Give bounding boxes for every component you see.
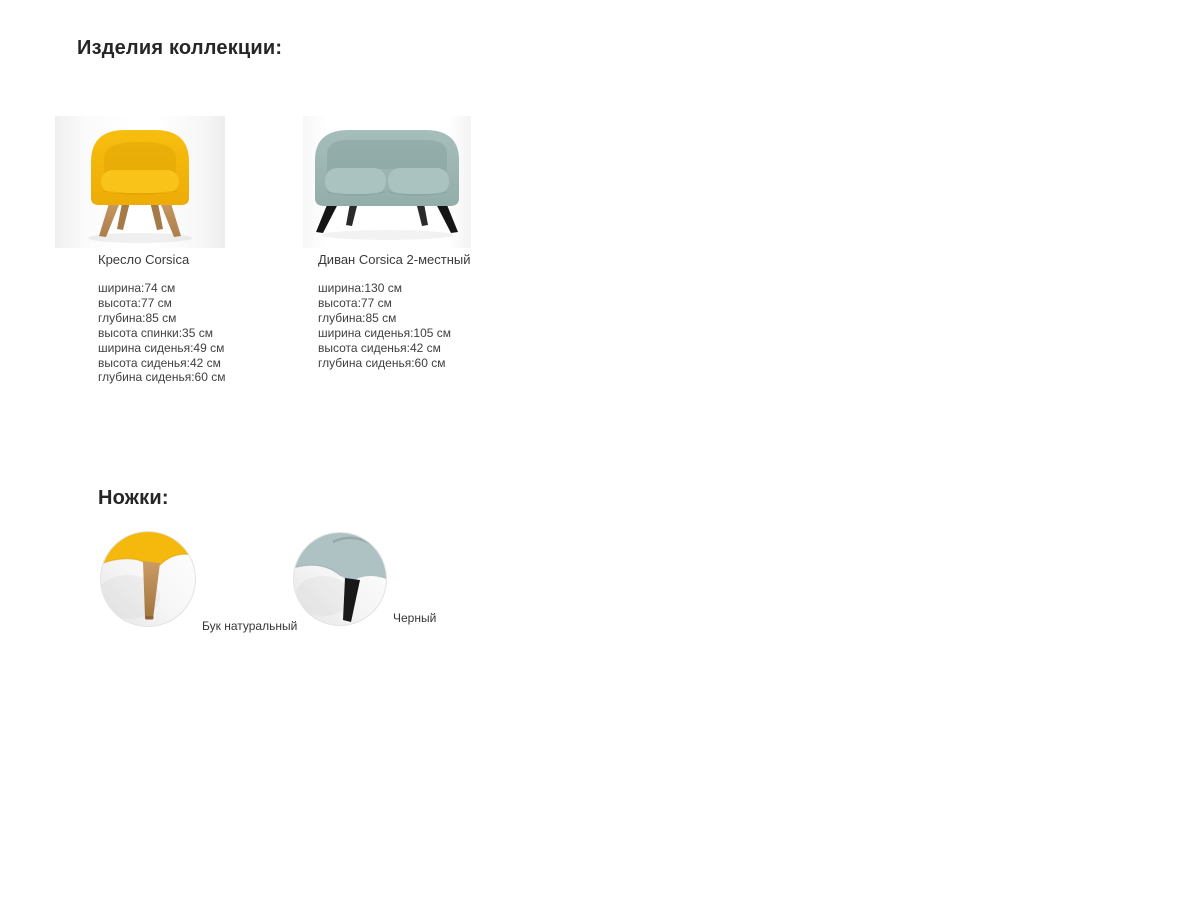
spec-line: высота:77 см bbox=[98, 295, 172, 310]
spec-line: ширина сиденья:49 см bbox=[98, 340, 225, 355]
products-heading: Изделия коллекции: bbox=[77, 37, 283, 59]
product-specs-armchair bbox=[98, 281, 290, 385]
product-name-sofa[interactable]: Диван Corsica 2-местный bbox=[318, 252, 471, 267]
spec-line: глубина сиденья:60 см bbox=[318, 355, 446, 370]
leg-black-illustration bbox=[293, 532, 387, 626]
spec-line: высота сиденья:42 см bbox=[98, 355, 221, 370]
armchair-illustration bbox=[55, 116, 225, 248]
product-specs-sofa bbox=[318, 281, 538, 370]
spec-line: высота спинки:35 см bbox=[98, 325, 213, 340]
product-card-armchair bbox=[55, 116, 290, 385]
spec-line: ширина:130 см bbox=[318, 281, 402, 295]
product-card-sofa bbox=[303, 116, 538, 370]
spec-line: ширина сиденья:105 см bbox=[318, 325, 452, 340]
leg-swatch-black[interactable] bbox=[293, 532, 387, 626]
spec-line: глубина сиденья:60 см bbox=[98, 370, 226, 385]
spec-line: ширина:74 см bbox=[98, 281, 176, 295]
armchair-photo[interactable] bbox=[55, 116, 225, 248]
leg-beech-illustration bbox=[100, 531, 196, 627]
spec-line: высота сиденья:42 см bbox=[318, 340, 441, 355]
spec-line: глубина:85 см bbox=[98, 310, 177, 325]
spec-line: высота:77 см bbox=[318, 295, 392, 310]
sofa-illustration bbox=[303, 116, 471, 248]
sofa-photo[interactable] bbox=[303, 116, 471, 248]
leg-label-black: Черный bbox=[393, 611, 437, 625]
legs-heading: Ножки: bbox=[98, 487, 169, 509]
spec-line: глубина:85 см bbox=[318, 310, 397, 325]
product-name-armchair[interactable]: Кресло Corsica bbox=[98, 252, 190, 267]
leg-swatch-beech[interactable] bbox=[100, 531, 196, 627]
leg-label-beech: Бук натуральный bbox=[202, 619, 298, 633]
